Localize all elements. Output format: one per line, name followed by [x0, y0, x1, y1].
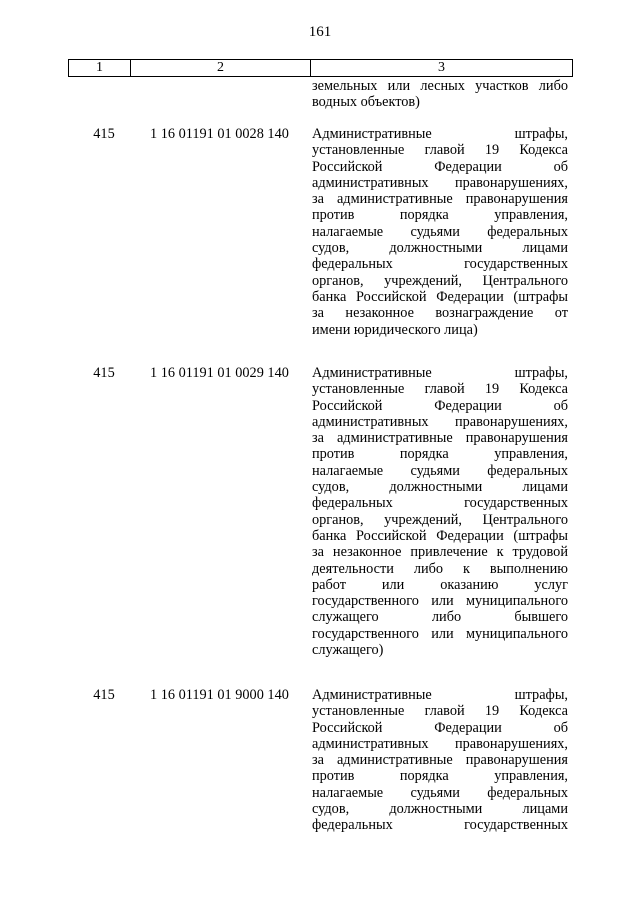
- text-line: установленные главой 19 Кодекса: [312, 381, 568, 398]
- column-header-3: 3: [311, 60, 573, 77]
- text-line: судов, должностными лицами: [312, 240, 568, 257]
- text-line: водных объектов): [312, 94, 420, 111]
- text-line: судов, должностными лицами: [312, 801, 568, 818]
- text-line: административных правонарушениях,: [312, 174, 568, 191]
- continuation-text: [312, 78, 568, 111]
- text-line: за административные правонарушения: [312, 191, 568, 208]
- row-description: [312, 365, 568, 658]
- text-line: служащего): [312, 642, 384, 659]
- text-line: административных правонарушениях,: [312, 735, 568, 752]
- text-line: за административные правонарушения: [312, 430, 568, 447]
- text-line: банка Российской Федерации (штрафы: [312, 527, 568, 544]
- text-line: за незаконное привлечение к трудовой: [312, 544, 568, 561]
- text-line: имени юридического лица): [312, 321, 478, 338]
- row-description: [312, 687, 568, 834]
- text-line: Российской Федерации об: [312, 397, 568, 414]
- column-header-2: 2: [131, 60, 311, 77]
- text-line: установленные главой 19 Кодекса: [312, 703, 568, 720]
- column-header-table: [68, 59, 573, 77]
- text-line: органов, учреждений, Центрального: [312, 272, 568, 289]
- row-description: [312, 126, 568, 338]
- text-line: против порядка управления,: [312, 446, 568, 463]
- text-line: государственного или муниципального: [312, 625, 568, 642]
- admin-code: 415: [93, 365, 115, 381]
- text-line: за незаконное вознаграждение от: [312, 305, 568, 322]
- text-line: банка Российской Федерации (штрафы: [312, 288, 568, 305]
- text-line: налагаемые судьями федеральных: [312, 784, 568, 801]
- text-line: налагаемые судьями федеральных: [312, 462, 568, 479]
- text-line: против порядка управления,: [312, 768, 568, 785]
- text-line: служащего либо бывшего: [312, 609, 568, 626]
- text-line: Российской Федерации об: [312, 719, 568, 736]
- text-line: федеральных государственных: [312, 256, 568, 273]
- text-line: установленные главой 19 Кодекса: [312, 142, 568, 159]
- kbk-code: 1 16 01191 01 9000 140: [150, 687, 289, 703]
- text-line: федеральных государственных: [312, 817, 568, 834]
- column-header-1: 1: [69, 60, 131, 77]
- text-line: государственного или муниципального: [312, 593, 568, 610]
- text-line: Административные штрафы,: [312, 365, 568, 381]
- text-line: налагаемые судьями федеральных: [312, 223, 568, 240]
- page-number: 161: [308, 24, 332, 40]
- text-line: Административные штрафы,: [312, 126, 568, 142]
- text-line: земельных или лесных участков либо: [312, 78, 568, 94]
- admin-code: 415: [93, 687, 115, 703]
- text-line: судов, должностными лицами: [312, 479, 568, 496]
- kbk-code: 1 16 01191 01 0028 140: [150, 126, 289, 142]
- text-line: против порядка управления,: [312, 207, 568, 224]
- text-line: федеральных государственных: [312, 495, 568, 512]
- kbk-code: 1 16 01191 01 0029 140: [150, 365, 289, 381]
- text-line: административных правонарушениях,: [312, 413, 568, 430]
- text-line: деятельности либо к выполнению: [312, 560, 568, 577]
- text-line: органов, учреждений, Центрального: [312, 511, 568, 528]
- text-line: Российской Федерации об: [312, 158, 568, 175]
- admin-code: 415: [93, 126, 115, 142]
- text-line: Административные штрафы,: [312, 687, 568, 703]
- text-line: работ или оказанию услуг: [312, 576, 568, 593]
- text-line: за административные правонарушения: [312, 752, 568, 769]
